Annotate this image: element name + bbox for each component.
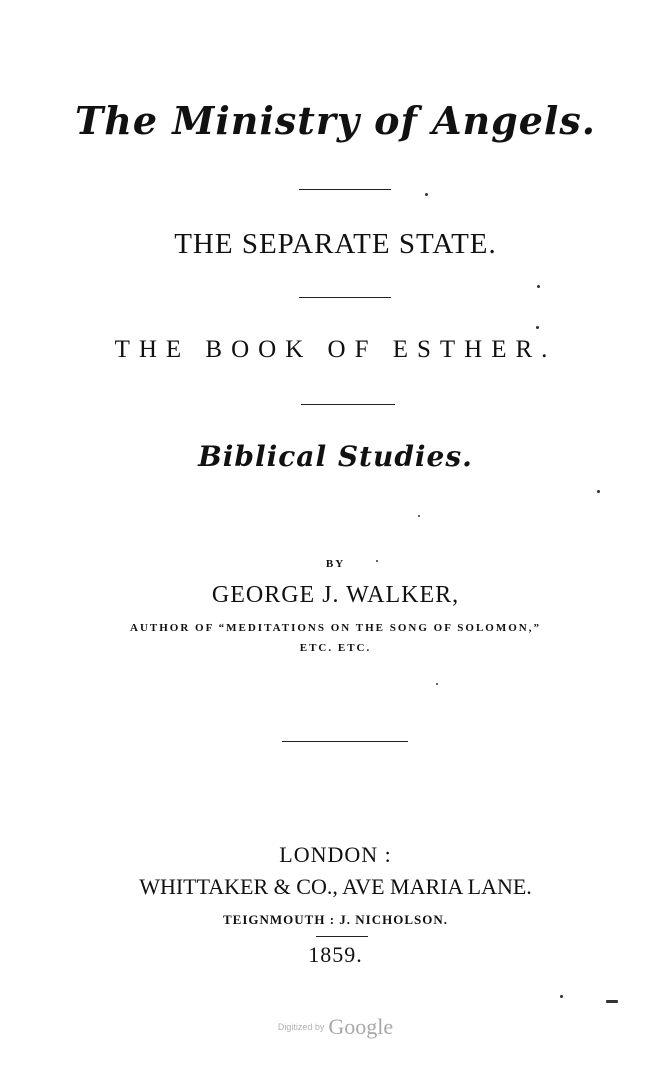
imprint-publisher: WHITTAKER & CO., AVE MARIA LANE. [139,874,532,899]
scan-speck [606,1000,618,1003]
main-title: The Ministry of Angels. [75,98,596,143]
imprint-secondary-publisher: TEIGNMOUTH : J. NICHOLSON. [223,912,448,927]
scan-speck [418,515,420,517]
divider-rule [282,741,408,742]
scan-speck [436,683,438,685]
watermark-prefix: Digitized by [277,1022,325,1032]
digitization-watermark [0,1014,671,1040]
imprint-place: LONDON : [279,842,392,867]
imprint-year: 1859. [308,942,363,967]
scan-speck [376,560,378,562]
google-logo: Google [328,1014,394,1039]
by-label: BY [325,558,346,570]
author-name: GEORGE J. WALKER, [211,582,460,608]
divider-rule [299,189,391,190]
subtitle-separate-state: THE SEPARATE STATE. [174,228,497,260]
scan-speck [536,326,539,329]
divider-rule [301,404,395,405]
subtitle-biblical-studies: Biblical Studies. [198,440,473,473]
scan-speck [537,285,540,288]
scan-speck [425,193,428,196]
author-credit: AUTHOR OF “MEDITATIONS ON THE SONG OF SOLOMON,” [130,622,541,634]
subtitle-book-of-esther: THE BOOK OF ESTHER. [114,336,557,363]
scan-speck [560,995,563,998]
scan-speck [597,490,600,493]
divider-rule [316,936,368,937]
author-credit-etc: ETC. ETC. [299,642,372,654]
divider-rule [299,297,391,298]
